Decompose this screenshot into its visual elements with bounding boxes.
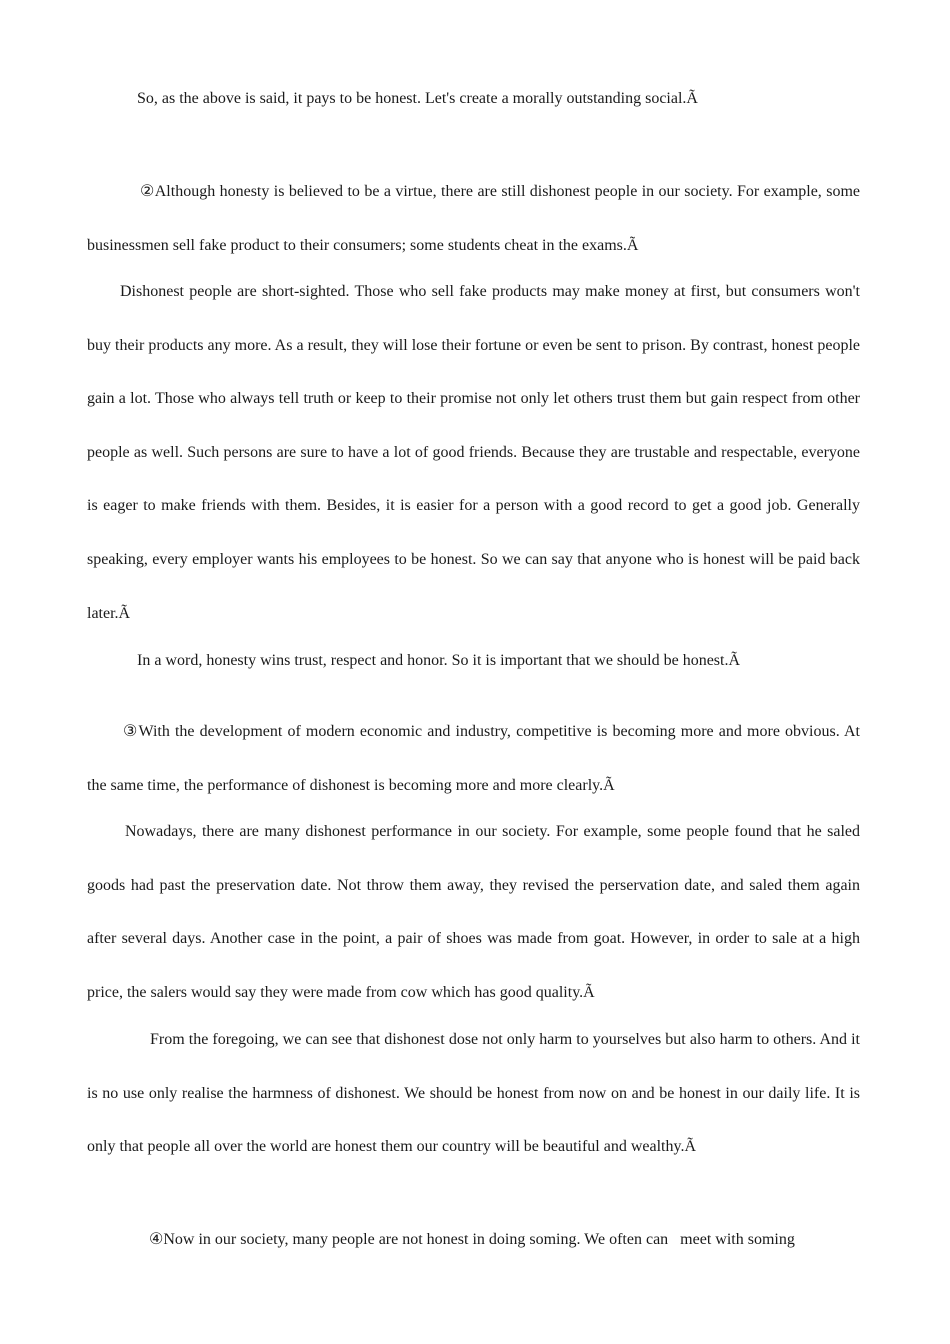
paragraph-essay-2-conclusion: In a word, honesty wins trust, respect and honor. So it is important that we should be honest.Ã [137, 652, 741, 669]
paragraph-essay-3-body: Nowadays, there are many dishonest performance in our society. For example, some people found that he saled goods had past the preservation date. Not throw them away, they revised the perservation date, and saled them again after several days. Another case in the point, a pair of shoes was made from goat. However, in order to sale at a high price, the salers would say they were made from cow which has good quality.Ã [87, 823, 860, 1001]
paragraph-essay-2-body: Dishonest people are short-sighted. Those who sell fake products may make money at first, but consumers won't buy their products any more. As a result, they will lose their fortune or even be sent to prison. By contrast, honest people gain a lot. Those who always tell truth or keep to their promise not only let others trust them but gain respect from other people as well. Such persons are sure to have a lot of good friends. Because they are trustable and respectable, everyone is eager to make friends with them. Besides, it is easier for a person with a good record to get a good job. Generally speaking, every employer wants his employees to be honest. So we can say that anyone who is honest will be paid back later.Ã [87, 283, 860, 622]
paragraph-conclusion-1: So, as the above is said, it pays to be honest. Let's create a morally outstanding social.Ã [137, 90, 698, 107]
paragraph-essay-3-conclusion: From the foregoing, we can see that dishonest dose not only harm to yourselves but also harm to others. And it is no use only realise the harmness of dishonest. We should be honest from now on and be honest in our daily life. It is only that people all over the world are honest them our country will be beautiful and wealthy.Ã [87, 1031, 860, 1156]
paragraph-essay-2-intro: ②Although honesty is believed to be a virtue, there are still dishonest people in our society. For example, some businessmen sell fake product to their consumers; some students cheat in the exams.Ã [87, 183, 860, 254]
paragraph-essay-3-intro: ③With the development of modern economic and industry, competitive is becoming more and more obvious. At the same time, the performance of dishonest is becoming more and more clearly.Ã [87, 723, 860, 794]
paragraph-essay-4-intro: ④Now in our society, many people are not honest in doing soming. We often can meet with soming [149, 1231, 795, 1248]
